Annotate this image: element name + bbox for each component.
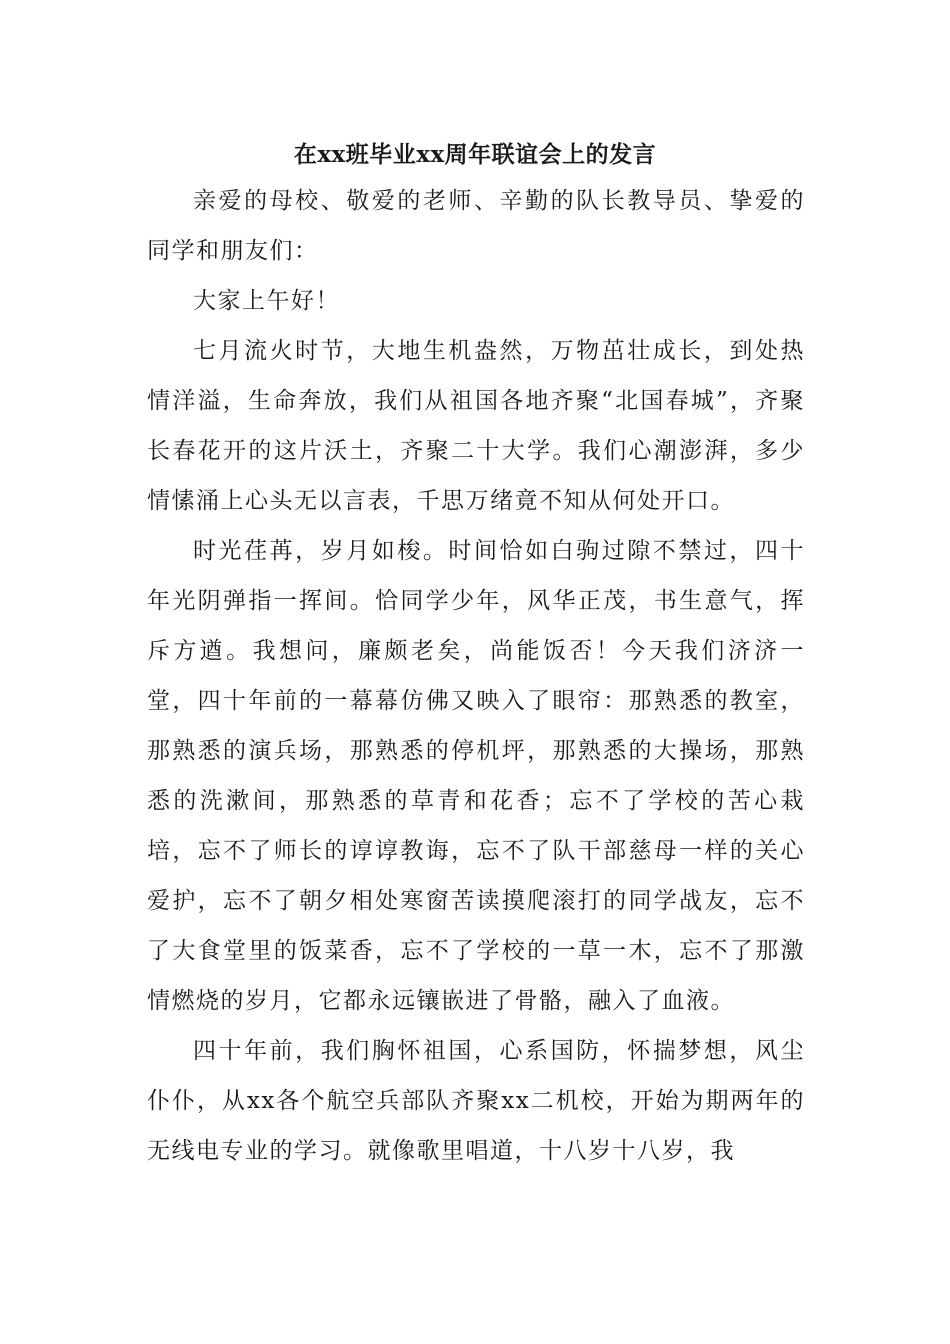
paragraph-time-flies: 时光荏苒，岁月如梭。时间恰如白驹过隙不禁过，四十年光阴弹指一挥间。恰同学少年，风华正茂，书生意气，挥斥方遒。我想问，廉颇老矣，尚能饭否！今天我们济济一堂，四十年前的一幕幕仿佛又映入了眼帘：那熟悉的教室，那熟悉的演兵场，那熟悉的停机坪，那熟悉的大操场，那熟悉的洗漱间，那熟悉的草青和花香；忘不了学校的苦心栽培，忘不了师长的谆谆教诲，忘不了队干部慈母一样的关心爱护，忘不了朝夕相处寒窗苦读摸爬滚打的同学战友，忘不了大食堂里的饭菜香，忘不了学校的一草一木，忘不了那激情燃烧的岁月，它都永远镶嵌进了骨骼，融入了血液。 bbox=[147, 538, 805, 1014]
paragraph-july: 七月流火时节，大地生机盎然，万物茁壮成长，到处热情洋溢，生命奔放，我们从祖国各地齐聚“北国春城”，齐聚长春花开的这片沃土，齐聚二十大学。我们心潮澎湃，多少情愫涌上心头无以言表，千思万绪竟不知从何处开口。 bbox=[147, 338, 805, 514]
document-body bbox=[147, 176, 805, 1176]
paragraph-greeting: 亲爱的母校、敬爱的老师、辛勤的队长教导员、挚爱的同学和朋友们： bbox=[147, 188, 805, 264]
paragraph-forty-years-ago: 四十年前，我们胸怀祖国，心系国防，怀揣梦想，风尘仆仆，从xx各个航空兵部队齐聚xx二机校，开始为期两年的无线电专业的学习。就像歌里唱道，十八岁十八岁，我 bbox=[147, 1038, 805, 1164]
document-title: 在xx班毕业xx周年联谊会上的发言 bbox=[293, 141, 657, 168]
paragraph-salutation: 大家上午好！ bbox=[193, 288, 340, 314]
